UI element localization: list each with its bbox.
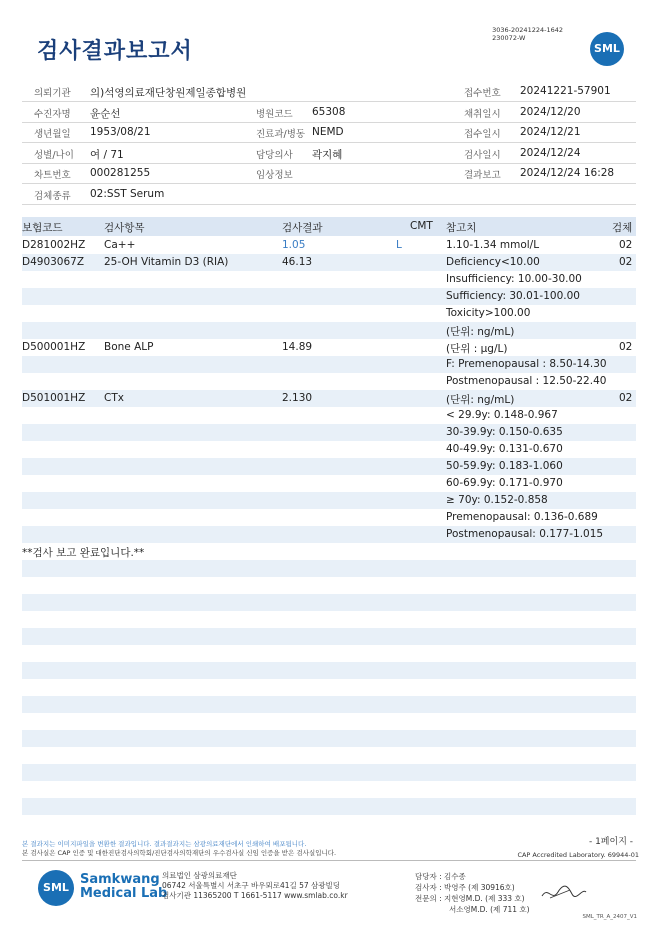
- table-row: [22, 628, 636, 645]
- table-row: [22, 611, 636, 628]
- document-id: 3036-20241224-1642 230072-W: [492, 26, 563, 42]
- table-row: [22, 356, 636, 373]
- table-row: [22, 543, 636, 560]
- cell-ref: Postmenopausal: 0.177-1.015: [446, 528, 604, 540]
- cell-code: D501001HZ: [22, 392, 86, 404]
- table-row: [22, 798, 636, 815]
- cell-ref: (단위: ng/mL): [446, 326, 515, 338]
- table-row: [22, 424, 636, 441]
- table-row: [22, 730, 636, 747]
- info-label: 생년월일: [34, 129, 71, 140]
- cell-code: **검사 보고 완료입니다.**: [22, 547, 145, 559]
- cell-ref: (단위: ng/mL): [446, 394, 515, 406]
- cell-ref: (단위 : μg/L): [446, 343, 508, 355]
- cell-ref: Premenopausal: 0.136-0.689: [446, 511, 598, 523]
- table-row: [22, 594, 636, 611]
- cell-specimen: 02: [619, 256, 633, 268]
- info-label: 채취일시: [464, 108, 501, 120]
- table-row: [22, 577, 636, 594]
- info-row: [22, 143, 636, 164]
- info-value: 20241221-57901: [520, 85, 611, 97]
- info-value: 곽지혜: [312, 148, 343, 161]
- info-label: 차트번호: [34, 170, 71, 181]
- info-label: 검체종류: [34, 190, 71, 202]
- info-value: 2024/12/24: [520, 146, 581, 159]
- page-number: - 1페이지 -: [588, 837, 633, 847]
- cell-ref: < 29.9y: 0.148-0.967: [446, 409, 558, 421]
- info-value: 000281255: [90, 167, 151, 179]
- cell-result: 2.130: [282, 392, 313, 404]
- table-row: [22, 781, 636, 798]
- table-row: [22, 560, 636, 577]
- lab-staff: 담당자 : 김수종 검사자 : 박영주 (제 30916호) 전문의 : 지현영M.D. (제 333 호) 서소영M.D. (제 711 호): [415, 872, 530, 914]
- table-row: [22, 458, 636, 475]
- cell-ref: ≥ 70y: 0.152-0.858: [446, 494, 548, 506]
- col-result-header: 검사결과: [282, 222, 323, 234]
- table-row: [22, 662, 636, 679]
- table-row: [22, 475, 636, 492]
- cell-ref: 30-39.9y: 0.150-0.635: [446, 426, 563, 438]
- table-row: [22, 237, 636, 254]
- info-value: 02:SST Serum: [90, 187, 165, 200]
- form-code: SML_TR_A_2407_V1: [582, 914, 637, 920]
- cell-result: 1.05: [282, 239, 306, 251]
- cell-code: D281002HZ: [22, 239, 86, 251]
- table-row: [22, 373, 636, 390]
- table-row: [22, 509, 636, 526]
- cap-accreditation: CAP Accredited Laboratory. 69944-01: [517, 851, 639, 859]
- info-label: 결과보고: [464, 170, 501, 181]
- cell-ref: 1.10-1.34 mmol/L: [446, 239, 540, 251]
- info-value: 여 / 71: [90, 148, 124, 161]
- info-value: 2024/12/24 16:28: [520, 167, 615, 179]
- col-specimen-header: 검체: [612, 222, 633, 234]
- cell-result: 14.89: [282, 341, 313, 353]
- results-table-header: [22, 217, 636, 236]
- cell-ref: Sufficiency: 30.01-100.00: [446, 290, 580, 302]
- cell-item: CTx: [104, 392, 124, 404]
- footer-divider: [22, 860, 636, 861]
- table-row: [22, 713, 636, 730]
- cell-code: D500001HZ: [22, 341, 86, 353]
- cell-specimen: 02: [619, 341, 633, 353]
- table-row: [22, 254, 636, 271]
- table-row: [22, 305, 636, 322]
- info-label: 접수번호: [464, 88, 501, 99]
- table-row: [22, 407, 636, 424]
- cell-ref: 40-49.9y: 0.131-0.670: [446, 443, 563, 455]
- footer-notes: 본 결과지는 이미지파일을 변환한 결과입니다. 결과결과지는 삼광의료재단에서 인쇄하여 배포됩니다. 본 검사실은 CAP 인증 및 대한진단검사의학회/진단검사의학재단의 우수검사실 신임 인증을 받은 검사실입니다.: [22, 840, 337, 857]
- cell-ref: Insufficiency: 10.00-30.00: [446, 273, 582, 285]
- cell-ref: F: Premenopausal : 8.50-14.30: [446, 358, 607, 370]
- table-row: [22, 747, 636, 764]
- table-row: [22, 288, 636, 305]
- table-row: [22, 390, 636, 407]
- info-value: 65308: [312, 105, 346, 118]
- info-row: [22, 102, 636, 123]
- table-row: [22, 764, 636, 781]
- info-label: 성별/나이: [34, 149, 74, 161]
- table-row: [22, 492, 636, 509]
- info-value: 의)석영의료재단창원제일종합병원: [90, 87, 247, 99]
- info-label: 담당의사: [256, 149, 293, 161]
- info-label: 수진자명: [34, 108, 71, 120]
- table-row: [22, 679, 636, 696]
- cell-code: D4903067Z: [22, 256, 85, 268]
- cell-specimen: 02: [619, 239, 633, 251]
- info-label: 병원코드: [256, 108, 293, 120]
- table-row: [22, 526, 636, 543]
- table-row: [22, 271, 636, 288]
- info-value: 2024/12/21: [520, 126, 581, 138]
- info-value: 윤순선: [90, 107, 121, 120]
- info-label: 검사일시: [464, 149, 501, 161]
- cell-ref: 60-69.9y: 0.171-0.970: [446, 477, 563, 489]
- table-row: [22, 339, 636, 356]
- info-label: 진료과/병동: [256, 129, 306, 140]
- cell-result: 46.13: [282, 256, 313, 268]
- col-item-header: 검사항목: [104, 222, 145, 234]
- col-ref-header: 참고치: [446, 222, 477, 234]
- lab-address: 의료법인 삼광의료재단 06742 서울특별시 서초구 바우뫼로41길 57 삼광빌딩 검사기관 11365200 T 1661-5117 www.smlab.co.kr: [162, 871, 348, 900]
- cell-specimen: 02: [619, 392, 633, 404]
- cell-ref: Toxicity>100.00: [446, 307, 531, 319]
- report-title: 검사결과보고서: [37, 39, 193, 64]
- info-label: 임상정보: [256, 170, 293, 181]
- cell-item: Ca++: [104, 239, 136, 251]
- col-code-header: 보험코드: [22, 222, 63, 234]
- table-row: [22, 645, 636, 662]
- samkwang-logo-icon: SML: [38, 870, 74, 906]
- table-row: [22, 696, 636, 713]
- lab-name: Samkwang Medical Lab: [80, 872, 168, 901]
- info-row: [22, 184, 636, 205]
- table-row: [22, 441, 636, 458]
- info-label: 접수일시: [464, 129, 501, 140]
- cell-ref: Deficiency<10.00: [446, 256, 540, 268]
- info-value: 1953/08/21: [90, 126, 151, 138]
- cell-cmt: L: [396, 239, 402, 251]
- table-row: [22, 322, 636, 339]
- cell-item: 25-OH Vitamin D3 (RIA): [104, 256, 229, 268]
- sml-logo-icon: SML: [590, 32, 624, 66]
- info-row: [22, 163, 636, 184]
- info-value: 2024/12/20: [520, 105, 581, 118]
- col-cmt-header: CMT: [410, 220, 433, 232]
- cell-item: Bone ALP: [104, 341, 154, 353]
- info-label: 의뢰기관: [34, 88, 71, 99]
- info-row: [22, 81, 636, 102]
- signature-icon: [540, 882, 588, 908]
- cell-ref: Postmenopausal : 12.50-22.40: [446, 375, 607, 387]
- info-row: [22, 122, 636, 143]
- cell-ref: 50-59.9y: 0.183-1.060: [446, 460, 563, 472]
- info-value: NEMD: [312, 126, 344, 138]
